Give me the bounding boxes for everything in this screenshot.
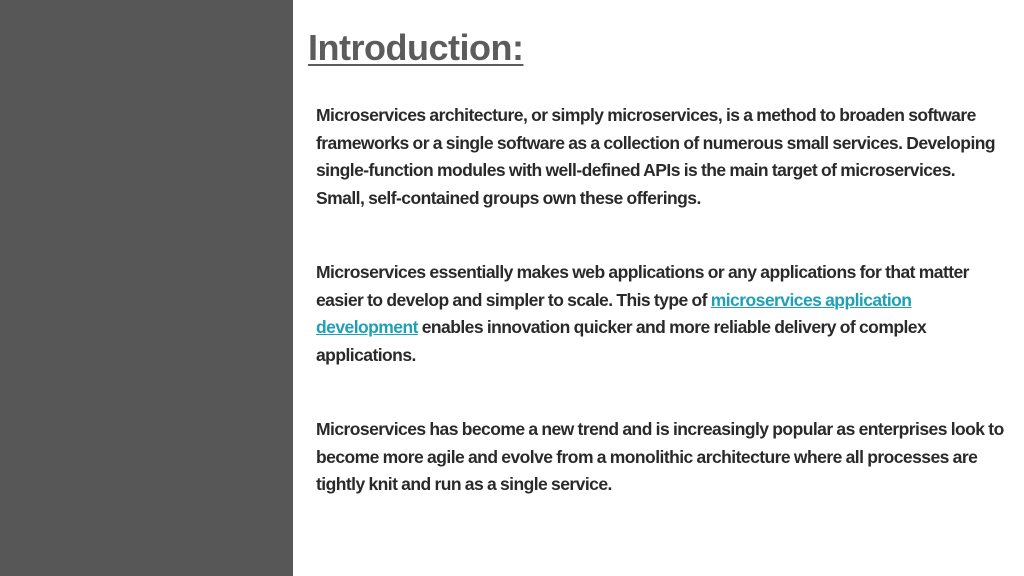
paragraph-3-text: Microservices has become a new trend and is increasingly popular as enterprises look to become more agile and evolve from a monolithic architecture where all processes are tightly knit and run as a single service. <box>316 419 1004 494</box>
slide-content <box>308 24 1008 499</box>
intro-paragraph-1 <box>308 102 1006 212</box>
paragraph-2-text-after: enables innovation quicker and more reliable delivery of complex applications. <box>316 317 927 365</box>
intro-paragraph-2 <box>308 259 1006 369</box>
page-title: Introduction: <box>308 27 524 68</box>
side-panel <box>0 0 293 576</box>
paragraph-1-text: Microservices architecture, or simply microservices, is a method to broaden software frameworks or a single software as a collection of numerous small services. Developing single-function modules with well-defined APIs is the main target of microservices. Small, self-contained groups own these offerings. <box>316 105 996 208</box>
paragraph-2-text-before: Microservices essentially makes web applications or any applications for that matter easier to develop and simpler to scale. This type of <box>316 262 969 310</box>
microservices-development-link[interactable]: microservices application development <box>316 289 912 337</box>
intro-paragraph-3 <box>308 416 1006 499</box>
